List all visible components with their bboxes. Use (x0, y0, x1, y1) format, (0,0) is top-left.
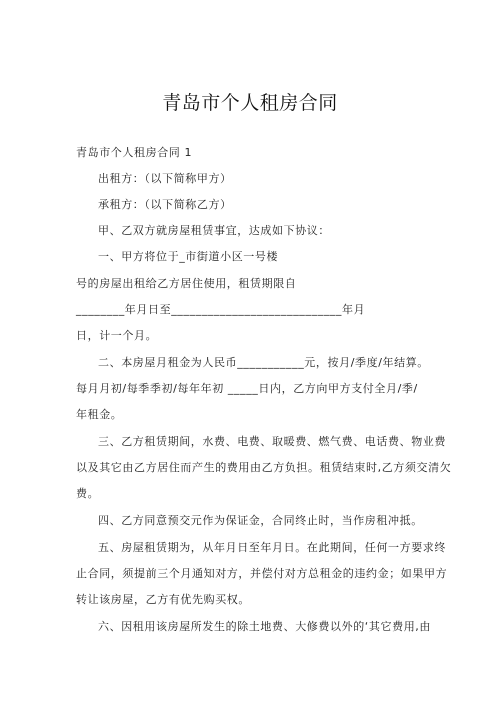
document-title: 青岛市个人租房合同 (162, 92, 338, 114)
clause-5-line-1: 五、房屋租赁期为，从年月日至年月日。在此期间，任何一方要求终 (98, 541, 446, 554)
clause-1-line-2: 号的房屋出租给乙方居住使用，租赁期限自 (76, 277, 297, 290)
document-subtitle: 青岛市个人租房合同 1 (76, 146, 193, 159)
clause-1-line-3: ________年月日至____________________________年月 (76, 303, 366, 316)
clause-2-line-1: 二、本房屋月租金为人民币___________元，按月/季度/年结算。 (98, 356, 429, 369)
clause-1-line-1: 一、甲方将位于_市街道小区一号楼 (98, 250, 279, 263)
lessee-line: 承租方：（以下简称乙方） (98, 198, 232, 211)
clause-6-line-1: 六、因租用该房屋所发生的除土地费、大修费以外的‘其它费用,由 (98, 620, 431, 633)
clause-2-line-3: 年租金。 (76, 408, 123, 421)
clause-1-line-4: 日，计一个月。 (76, 329, 158, 342)
clause-3-line-3: 费。 (76, 487, 100, 500)
clause-3-line-2: 以及其它由乙方居住而产生的费用由乙方负担。租赁结束时,乙方须交清欠 (76, 461, 452, 474)
agreement-intro: 甲、乙双方就房屋租赁事宜，达成如下协议： (98, 224, 330, 237)
clause-3-line-1: 三、乙方租赁期间，水费、电费、取暖费、燃气费、电话费、物业费 (98, 435, 446, 448)
clause-4-line-1: 四、乙方同意预交元作为保证金，合同终止时，当作房租冲抵。 (98, 514, 423, 527)
clause-5-line-3: 转让该房屋，乙方有优先购买权。 (76, 593, 250, 606)
clause-2-line-2: 每月月初/每季季初/每年年初 _____日内，乙方向甲方支付全月/季/ (76, 382, 418, 395)
lessor-line: 出租方：（以下简称甲方） (98, 172, 232, 185)
clause-5-line-2: 止合同，须提前三个月通知对方，并偿付对方总租金的违约金；如果甲方 (76, 567, 448, 580)
